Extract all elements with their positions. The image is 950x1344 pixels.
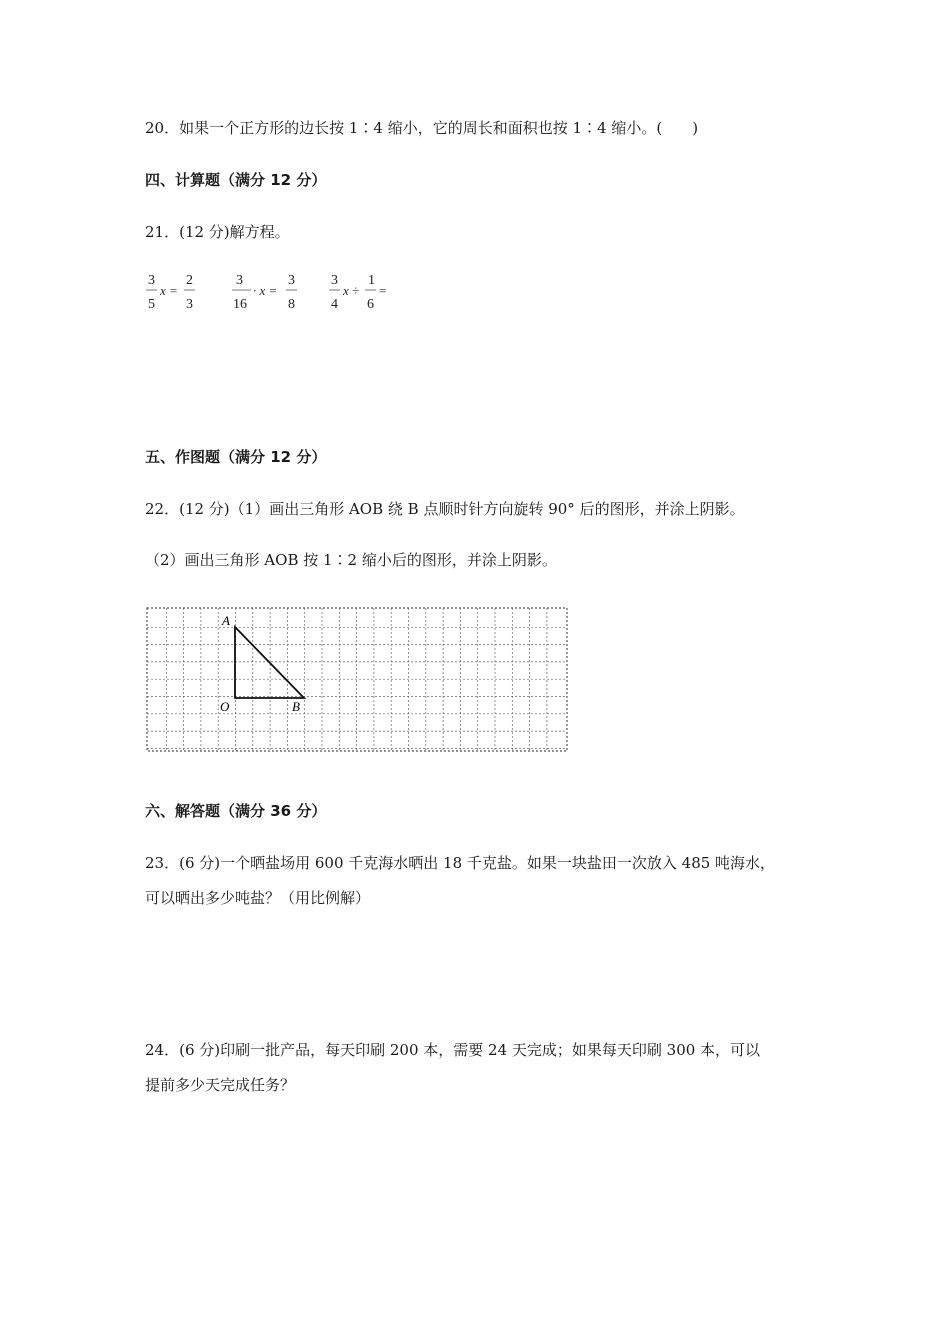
question-20: 20．如果一个正方形的边长按 1∶4 缩小，它的周长和面积也按 1∶4 缩小。( ) bbox=[145, 119, 699, 137]
equation-3 bbox=[329, 273, 386, 312]
eq2-coef-den: 16 bbox=[233, 297, 247, 312]
section-4-title: 四、计算题（满分 12 分） bbox=[145, 171, 327, 189]
section-5-title: 五、作图题（满分 12 分） bbox=[145, 448, 327, 466]
eq1-coef-num: 3 bbox=[148, 273, 155, 288]
eq2-coef-num: 3 bbox=[236, 273, 243, 288]
eq3-coef-den: 4 bbox=[331, 297, 338, 312]
eq2-var: · x = bbox=[253, 283, 278, 298]
label-b: B bbox=[292, 699, 300, 714]
question-21: 21．(12 分)解方程。 bbox=[145, 223, 290, 241]
question-22-line2: （2）画出三角形 AOB 按 1∶2 缩小后的图形，并涂上阴影。 bbox=[145, 551, 557, 569]
eq3-rhs-den: 6 bbox=[367, 297, 374, 312]
drawing-grid bbox=[146, 607, 568, 752]
eq3-var: x ÷ bbox=[343, 283, 360, 298]
eq3-tail: = bbox=[379, 283, 387, 298]
question-22-line1: 22．(12 分)（1）画出三角形 AOB 绕 B 点顺时针方向旋转 90° 后的图形，并涂上阴影。 bbox=[145, 500, 745, 518]
equation-1 bbox=[146, 273, 195, 312]
question-23-line1: 23．(6 分)一个晒盐场用 600 千克海水晒出 18 千克盐。如果一块盐田一次放入 485 吨海水， bbox=[145, 854, 776, 872]
eq3-rhs-num: 1 bbox=[368, 273, 375, 288]
eq3-coef-num: 3 bbox=[331, 273, 338, 288]
eq1-var: x = bbox=[160, 283, 178, 298]
eq2-rhs-num: 3 bbox=[288, 273, 295, 288]
eq1-coef-den: 5 bbox=[148, 297, 155, 312]
section-6-title: 六、解答题（满分 36 分） bbox=[145, 802, 327, 820]
eq1-rhs-den: 3 bbox=[186, 297, 193, 312]
equation-2 bbox=[232, 273, 297, 312]
label-o: O bbox=[220, 699, 230, 714]
equations-group bbox=[145, 268, 465, 318]
eq1-rhs-num: 2 bbox=[186, 273, 193, 288]
question-24-line1: 24．(6 分)印刷一批产品，每天印刷 200 本，需要 24 天完成；如果每天印刷 300 本，可以 bbox=[145, 1041, 761, 1059]
question-23-line2: 可以晒出多少吨盐？（用比例解） bbox=[145, 889, 371, 907]
label-a: A bbox=[222, 613, 230, 628]
question-24-line2: 提前多少天完成任务？ bbox=[145, 1076, 296, 1094]
eq2-rhs-den: 8 bbox=[288, 297, 295, 312]
